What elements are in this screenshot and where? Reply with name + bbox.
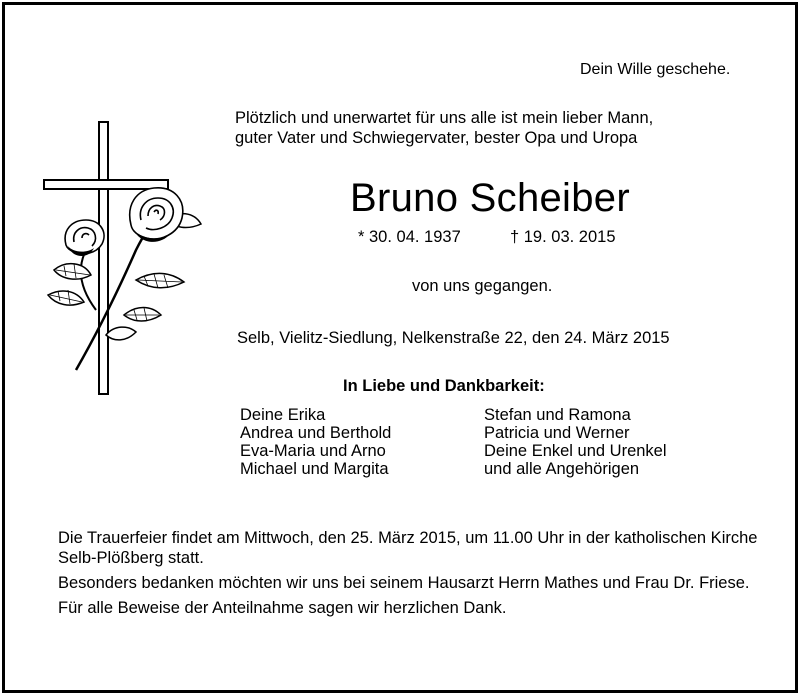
list-item: Deine Enkel und Urenkel — [484, 442, 667, 460]
mourners-right-list — [484, 406, 667, 478]
list-item: Michael und Margita — [240, 460, 389, 478]
list-item: Deine Erika — [240, 406, 326, 424]
place-and-date: Selb, Vielitz-Siedlung, Nelkenstraße 22, den 24. März 2015 — [237, 329, 670, 347]
thanks-note: Für alle Beweise der Anteilnahme sagen wir herzlichen Dank. — [58, 599, 507, 617]
funeral-notes — [58, 528, 758, 623]
list-item: Eva-Maria und Arno — [240, 442, 386, 460]
funeral-service-note: Die Trauerfeier findet am Mittwoch, den 25. März 2015, um 11.00 Uhr in der katholischen Kirche Selb-Plößberg statt. — [58, 529, 758, 567]
motto: Dein Wille geschehe. — [580, 61, 731, 78]
intro-line: Plötzlich und unerwartet für uns alle ist mein lieber Mann, — [235, 109, 654, 127]
deceased-name: Bruno Scheiber — [350, 176, 630, 220]
list-item: Stefan und Ramona — [484, 406, 631, 424]
intro-text — [235, 108, 653, 148]
thanks-doctor-note: Besonders bedanken möchten wir uns bei seinem Hausarzt Herrn Mathes und Frau Dr. Friese. — [58, 574, 750, 592]
dedication-heading: In Liebe und Dankbarkeit: — [343, 377, 545, 395]
death-date: † 19. 03. 2015 — [510, 228, 616, 246]
passed-away-text: von uns gegangen. — [412, 277, 553, 295]
birth-date: * 30. 04. 1937 — [358, 228, 461, 246]
list-item: und alle Angehörigen — [484, 460, 640, 478]
cross-with-rose-icon — [36, 120, 216, 400]
list-item: Andrea und Berthold — [240, 424, 392, 442]
intro-line: guter Vater und Schwiegervater, bester Opa und Uropa — [235, 129, 638, 147]
mourners-left-list — [240, 406, 391, 478]
list-item: Patricia und Werner — [484, 424, 630, 442]
